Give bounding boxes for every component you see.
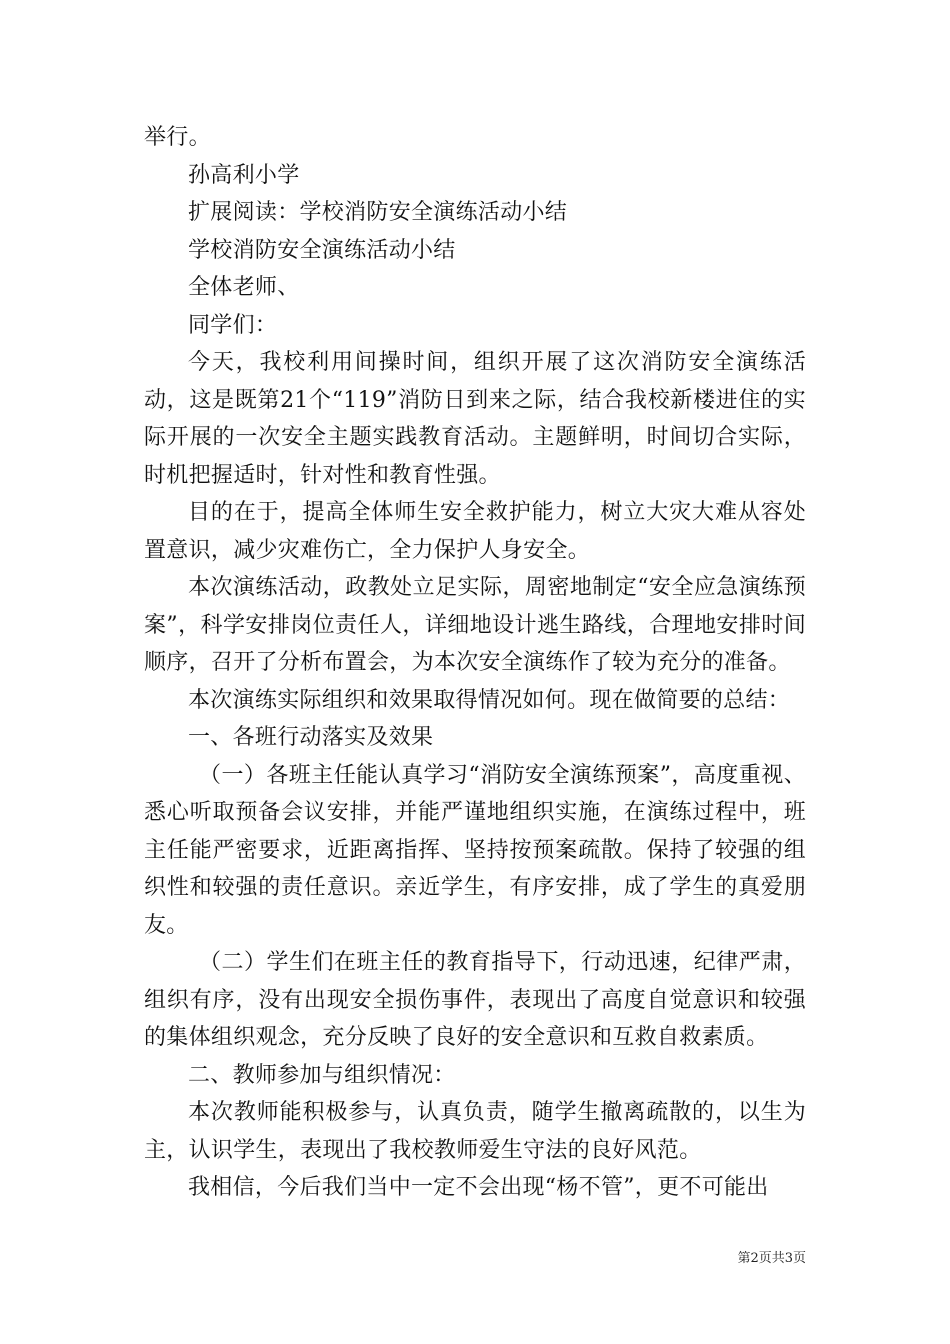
paragraph-salutation-students: 同学们： (188, 312, 278, 338)
paragraph-preparation: 本次演练活动，政教处立足实际，周密地制定“安全应急演练预案”，科学安排岗位责任人，详细地设计逃生路线，合理地安排时间顺序，召开了分析布置会，为本次安全演练作了较为充分的准备。 (144, 575, 806, 675)
paragraph-teachers: 本次教师能积极参与，认真负责，随学生撤离疏散的，以生为主，认识学生，表现出了我校教师爱生守法的良好风范。 (144, 1100, 806, 1163)
paragraph-class-teachers: （一）各班主任能认真学习“消防安全演练预案”，高度重视、悉心听取预备会议安排，并能严谨地组织实施，在演练过程中，班主任能严密要求，近距离指挥、坚持按预案疏散。保持了较强的组织性和较强的责任意识。亲近学生，有序安排，成了学生的真爱朋友。 (144, 762, 806, 938)
section-heading-1: 一、各班行动落实及效果 (188, 725, 434, 750)
paragraph-intro: 今天，我校利用间操时间，组织开展了这次消防安全演练活动，这是既第21个“119”消防日到来之际，结合我校新楼进住的实际开展的一次安全主题实践教育活动。主题鲜明，时间切合实际，时机把握适时，针对性和教育性强。 (144, 350, 806, 488)
paragraph-students: （二）学生们在班主任的教育指导下，行动迅速，纪律严肃，组织有序，没有出现安全损伤事件，表现出了高度自觉意识和较强的集体组织观念，充分反映了良好的安全意识和互救自救素质。 (144, 950, 806, 1050)
paragraph-closing: 我相信，今后我们当中一定不会出现“杨不管”，更不可能出 (188, 1175, 769, 1200)
paragraph-extended-reading: 扩展阅读：学校消防安全演练活动小结 (188, 200, 568, 225)
paragraph-title: 学校消防安全演练活动小结 (188, 237, 456, 263)
paragraph-purpose: 目的在于，提高全体师生安全救护能力，树立大灾大难从容处置意识，减少灾难伤亡，全力保护人身安全。 (144, 500, 806, 563)
document-body (144, 119, 806, 1207)
section-heading-2: 二、教师参加与组织情况： (188, 1062, 456, 1088)
paragraph-school-name: 孙高利小学 (188, 162, 300, 188)
paragraph-salutation-teachers: 全体老师、 (188, 275, 300, 300)
page-number: 第2页共3页 (737, 1251, 806, 1266)
paragraph-summary-lead: 本次演练实际组织和效果取得情况如何。现在做简要的总结： (188, 687, 791, 713)
paragraph-continuation: 举行。 (144, 125, 211, 150)
